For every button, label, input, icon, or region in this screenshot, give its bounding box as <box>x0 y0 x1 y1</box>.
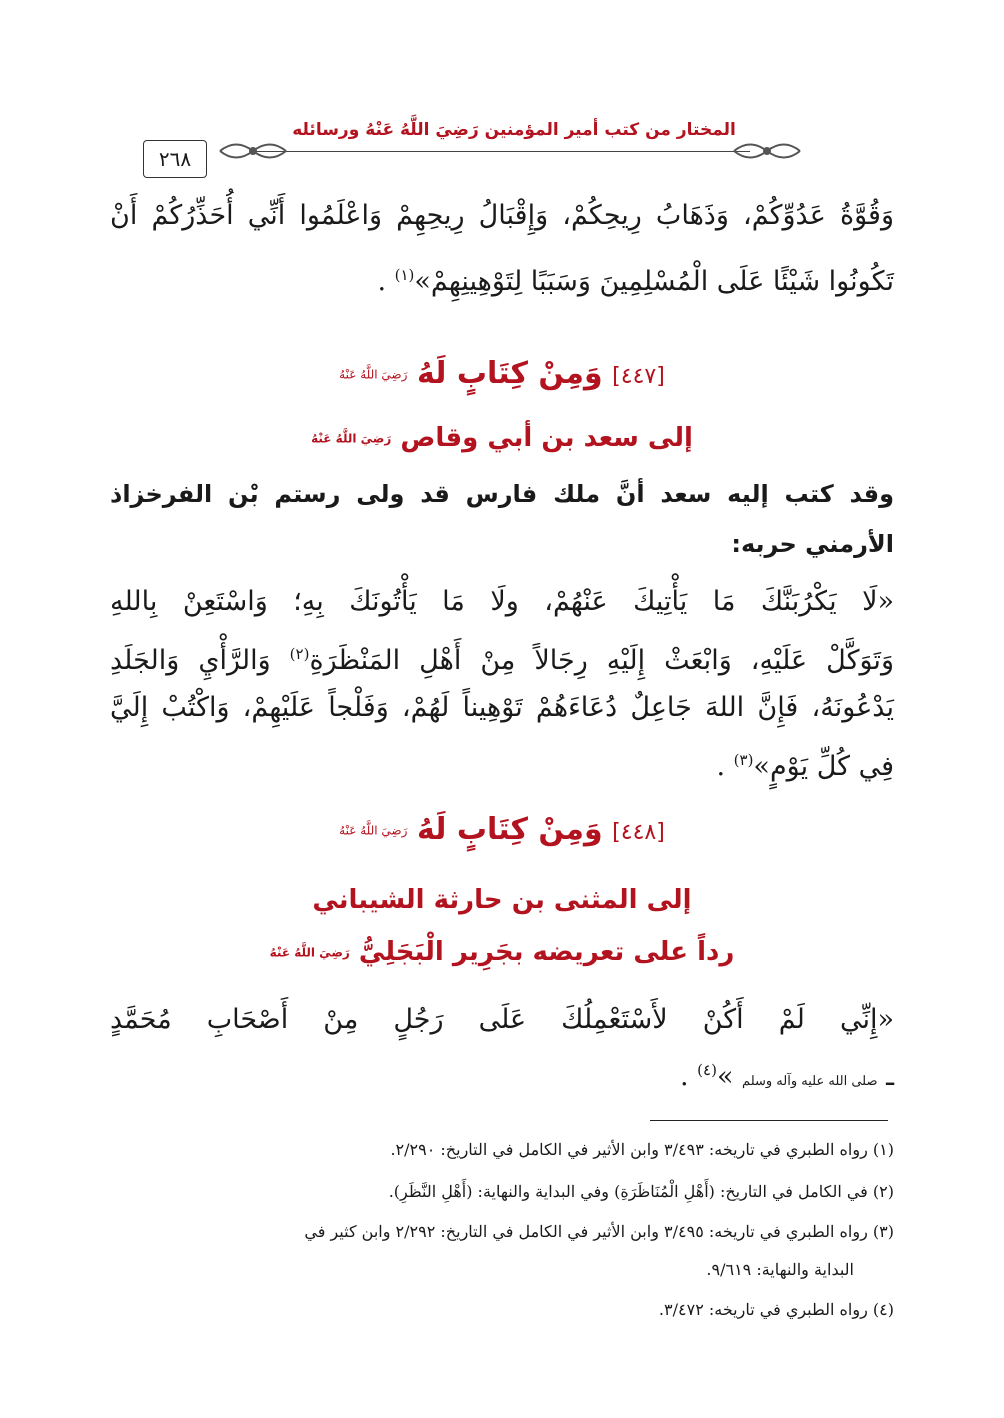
reply-line-2-end: . <box>679 1061 698 1092</box>
reply-line-2-prefix: ـ <box>877 1061 894 1092</box>
reply-line-2 <box>110 1050 894 1102</box>
quote-line-1: «لَا يَكْرُبَنَّكَ مَا يَأْتِيكَ عَنْهُمْ، ولَا مَا يَأْتُونَكَ بِهِ؛ وَاسْتَعِنْ بِاللهِ <box>110 586 894 617</box>
honorific: رَضِيَ اللَّهُ عَنْهُ <box>339 823 408 838</box>
section-447-title: وَمِنْ كِتَابٍ لَهُ <box>416 356 603 391</box>
running-header-title: المختار من كتب أمير المؤمنين رَضِيَ اللَّهُ عَنْهُ ورسائله <box>292 120 736 140</box>
honorific: رَضِيَ اللَّهُ عَنْهُ <box>311 431 392 446</box>
intro-line-2: الأرمني حربه: <box>731 530 894 558</box>
footnote-2: (٢) في الكامل في التاريخ: (أَهْلِ الْمُنَاظَرَةِ) وفي البداية والنهاية: (أَهْلِ النَّظَرِ). <box>388 1182 894 1201</box>
page-number: ٢٦٨ <box>143 140 207 178</box>
quote-line-3: يَدْعُونَهُ، فَإِنَّ اللهَ جَاعِلٌ دُعَاءَهُمْ تَوْهِيناً لَهُمْ، وَفَلْجاً عَلَيْهِمْ، وَاكْتُبْ إِلَيَّ <box>110 692 894 723</box>
quote-line-4-end: . <box>716 751 734 782</box>
section-447-number: [٤٤٧] <box>612 364 665 389</box>
header-ornament-right-icon <box>732 136 802 166</box>
text-line-2 <box>110 255 894 302</box>
footnote-ref-4: (٤) <box>697 1061 717 1079</box>
section-448-title: وَمِنْ كِتَابٍ لَهُ <box>416 812 603 847</box>
quote-line-2-b: وَالرَّأْيِ وَالجَلَدِ <box>110 645 290 676</box>
header-ornament-left-icon <box>218 136 288 166</box>
footnote-ref-3: (٣) <box>733 751 754 769</box>
quote-line-2 <box>110 634 894 681</box>
text-line-1: وَقُوَّةُ عَدُوِّكُمْ، وَذَهَابُ رِيحِكُمْ، وَإِقْبَالُ رِيحِهِمْ وَاعْلَمُوا أَنِّي أُحَذِّرُكُمْ أَنْ <box>110 200 894 231</box>
salawat-text: صلى الله عليه وآله وسلم <box>742 1074 878 1089</box>
intro-line-1: وقد كتب إليه سعد أنَّ ملك فارس قد ولى رستم بْن الفرخزاذ <box>110 480 894 508</box>
text-line-2-body: تَكُونُوا شَيْئًا عَلَى الْمُسْلِمِينَ وَسَبَبًا لِتَوْهِينِهِمْ» <box>414 266 894 297</box>
section-448-heading <box>110 808 894 855</box>
footnote-3: (٣) رواه الطبري في تاريخه: ٣/٤٩٥ وابن الأثير في الكامل في التاريخ: ٢/٢٩٢ وابن كثير في <box>304 1222 894 1241</box>
section-448-subtitle-2-text: رداً على تعريضه بجَرِير الْبَجَلِيُّ <box>358 937 735 967</box>
footnote-ref-1: (١) <box>394 266 415 284</box>
honorific: رَضِيَ اللَّهُ عَنْهُ <box>339 367 408 382</box>
section-447-recipient: إلى سعد بن أبي وقاص <box>400 423 693 453</box>
reply-line-2-close: » <box>716 1061 743 1092</box>
section-448-subtitle-1: إلى المثنى بن حارثة الشيباني <box>312 885 692 915</box>
footnote-3-continued: البداية والنهاية: ٩/٦١٩. <box>706 1260 854 1279</box>
footnote-1: (١) رواه الطبري في تاريخه: ٣/٤٩٣ وابن الأثير في الكامل في التاريخ: ٢/٢٩٠. <box>390 1140 894 1159</box>
reply-line-1: «إِنِّي لَمْ أَكُنْ لأَسْتَعْمِلُكَ عَلَى رَجُلٍ مِنْ أَصْحَابِ مُحَمَّدٍ <box>110 1004 894 1035</box>
footnote-ref-2: (٢) <box>289 645 310 663</box>
section-448-subtitle-2 <box>110 932 894 973</box>
honorific: رَضِيَ اللَّهُ عَنْهُ <box>269 945 350 960</box>
header-rule <box>250 151 750 152</box>
text-line-2-end: . <box>377 266 395 297</box>
footnote-rule <box>650 1120 888 1121</box>
section-447-subtitle <box>110 418 894 459</box>
quote-line-4 <box>110 740 894 787</box>
quote-line-4-body: فِي كُلِّ يَوْمٍ» <box>753 751 894 782</box>
section-447-heading <box>110 352 894 399</box>
quote-line-2-a: وَتَوَكَّلْ عَلَيْهِ، وَابْعَثْ إِلَيْهِ رِجَالاً مِنْ أَهْلِ المَنْظَرَةِ <box>309 645 894 676</box>
footnote-4: (٤) رواه الطبري في تاريخه: ٣/٤٧٢. <box>658 1300 894 1319</box>
section-448-number: [٤٤٨] <box>612 820 665 845</box>
